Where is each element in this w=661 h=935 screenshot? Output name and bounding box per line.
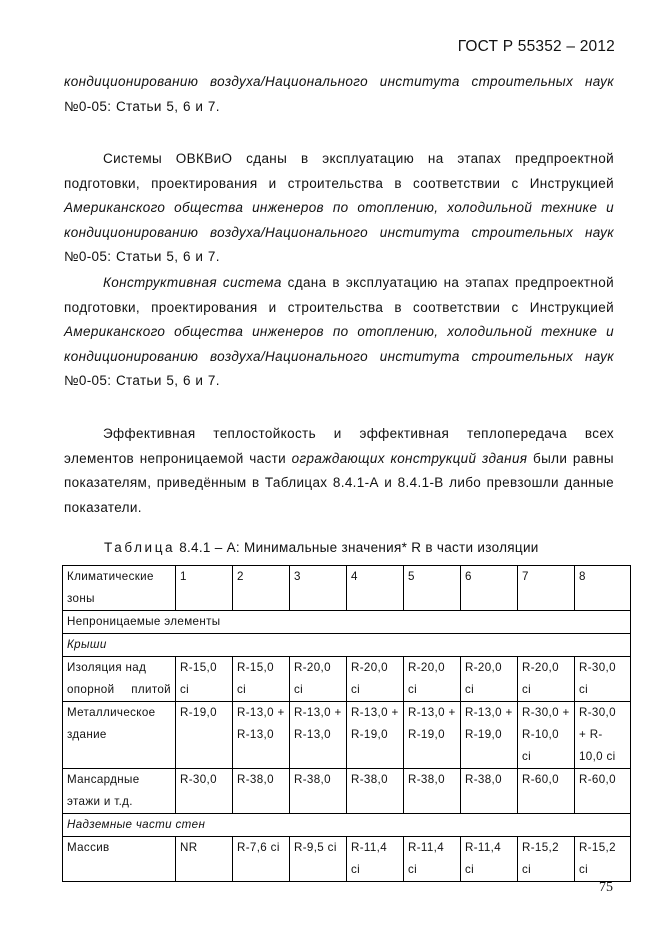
table-cell: R-20,0 ci <box>404 657 461 702</box>
table-header-row <box>63 566 631 611</box>
table-cell: R-20,0 ci <box>461 657 518 702</box>
table-cell: R-30,0 <box>176 769 233 814</box>
table-cell: NR <box>176 837 233 882</box>
document-id: ГОСТ Р 55352 – 2012 <box>457 38 615 55</box>
section-label: Непроницаемые элементы <box>63 611 631 634</box>
table-cell: R-20,0 ci <box>518 657 575 702</box>
table-cell: R-38,0 <box>233 769 290 814</box>
table-cell: R-11,4 ci <box>347 837 404 882</box>
paragraph-structural-commissioning: Конструктивная система сдана в эксплуатацию на этапах предпроектной подготовки, проектирования и строительства в соответствии с Инструкцией Американского общества инженеров по отоплению, холодильной технике и кондиционированию воздуха/Национального института строительных наук №0-05: Статьи 5, 6 и 7. <box>64 275 614 389</box>
section-row <box>63 611 631 634</box>
table-cell: R-19,0 <box>176 702 233 769</box>
header-cell: 8 <box>575 566 631 611</box>
table-cell: R-60,0 <box>518 769 575 814</box>
header-cell: 7 <box>518 566 575 611</box>
table-cell: R-13,0 + R-13,0 <box>233 702 290 769</box>
table-cell: R-38,0 <box>290 769 347 814</box>
row-label: Массив <box>63 837 176 882</box>
row-label: Изоляция над опорной плитой <box>63 657 176 702</box>
paragraph-hvac-commissioning: Системы ОВКВиО сданы в эксплуатацию на этапах предпроектной подготовки, проектирования и строительства в соответствии с Инструкцией Американского общества инженеров по отоплению, холодильной технике и кондиционированию воздуха/Национального института строительных наук №0-05: Статьи 5, 6 и 7. <box>64 151 614 265</box>
section-row <box>63 634 631 657</box>
table-caption: Таблица 8.4.1 – А: Минимальные значения* R в части изоляции <box>104 540 539 555</box>
table-cell: R-20,0 ci <box>347 657 404 702</box>
header-cell: Климатические зоны <box>63 566 176 611</box>
table-cell: R-30,0 + R-10,0 ci <box>575 702 631 769</box>
table-cell: R-38,0 <box>461 769 518 814</box>
row-label: Металлическое здание <box>63 702 176 769</box>
row-label: Мансардные этажи и т.д. <box>63 769 176 814</box>
table-cell: R-11,4 ci <box>404 837 461 882</box>
table-cell: R-13,0 + R-19,0 <box>404 702 461 769</box>
table-cell: R-13,0 + R-19,0 <box>461 702 518 769</box>
paragraph-continuation <box>64 70 614 119</box>
table-cell: R-15,2 ci <box>575 837 631 882</box>
table-row <box>63 657 631 702</box>
table-row <box>63 769 631 814</box>
paragraph-thermal-performance: Эффективная теплостойкость и эффективная теплопередача всех элементов непроницаемой части ограждающих конструкций здания были равны показателям, приведённым в Таблицах 8.4.1-А и 8.4.1-В либо превзошли данные показатели. <box>64 426 614 515</box>
table-cell: R-13,0 + R-19,0 <box>347 702 404 769</box>
table-cell: R-20,0 ci <box>290 657 347 702</box>
table-cell: R-13,0 + R-13,0 <box>290 702 347 769</box>
paragraph-italic: кондиционированию воздуха/Национального института строительных наук <box>64 74 614 89</box>
table-cell: R-15,2 ci <box>518 837 575 882</box>
section-row <box>63 814 631 837</box>
table-row <box>63 837 631 882</box>
header-cell: 3 <box>290 566 347 611</box>
header-cell: 1 <box>176 566 233 611</box>
table-cell: R-15,0 ci <box>176 657 233 702</box>
header-cell: 6 <box>461 566 518 611</box>
table-row <box>63 702 631 769</box>
table-cell: R-60,0 <box>575 769 631 814</box>
insulation-table <box>62 565 631 882</box>
section-label: Крыши <box>63 634 631 657</box>
table-cell: R-7,6 ci <box>233 837 290 882</box>
table-cell: R-30,0 + R-10,0 ci <box>518 702 575 769</box>
page-number: 75 <box>599 880 613 895</box>
table-cell: R-9,5 ci <box>290 837 347 882</box>
header-cell: 5 <box>404 566 461 611</box>
section-label: Надземные части стен <box>63 814 631 837</box>
paragraph-end: №0-05: Статьи 5, 6 и 7. <box>64 98 220 114</box>
header-cell: 2 <box>233 566 290 611</box>
table-cell: R-11,4 ci <box>461 837 518 882</box>
table-cell: R-38,0 <box>404 769 461 814</box>
table-cell: R-30,0 ci <box>575 657 631 702</box>
table-cell: R-38,0 <box>347 769 404 814</box>
table-cell: R-15,0 ci <box>233 657 290 702</box>
header-cell: 4 <box>347 566 404 611</box>
